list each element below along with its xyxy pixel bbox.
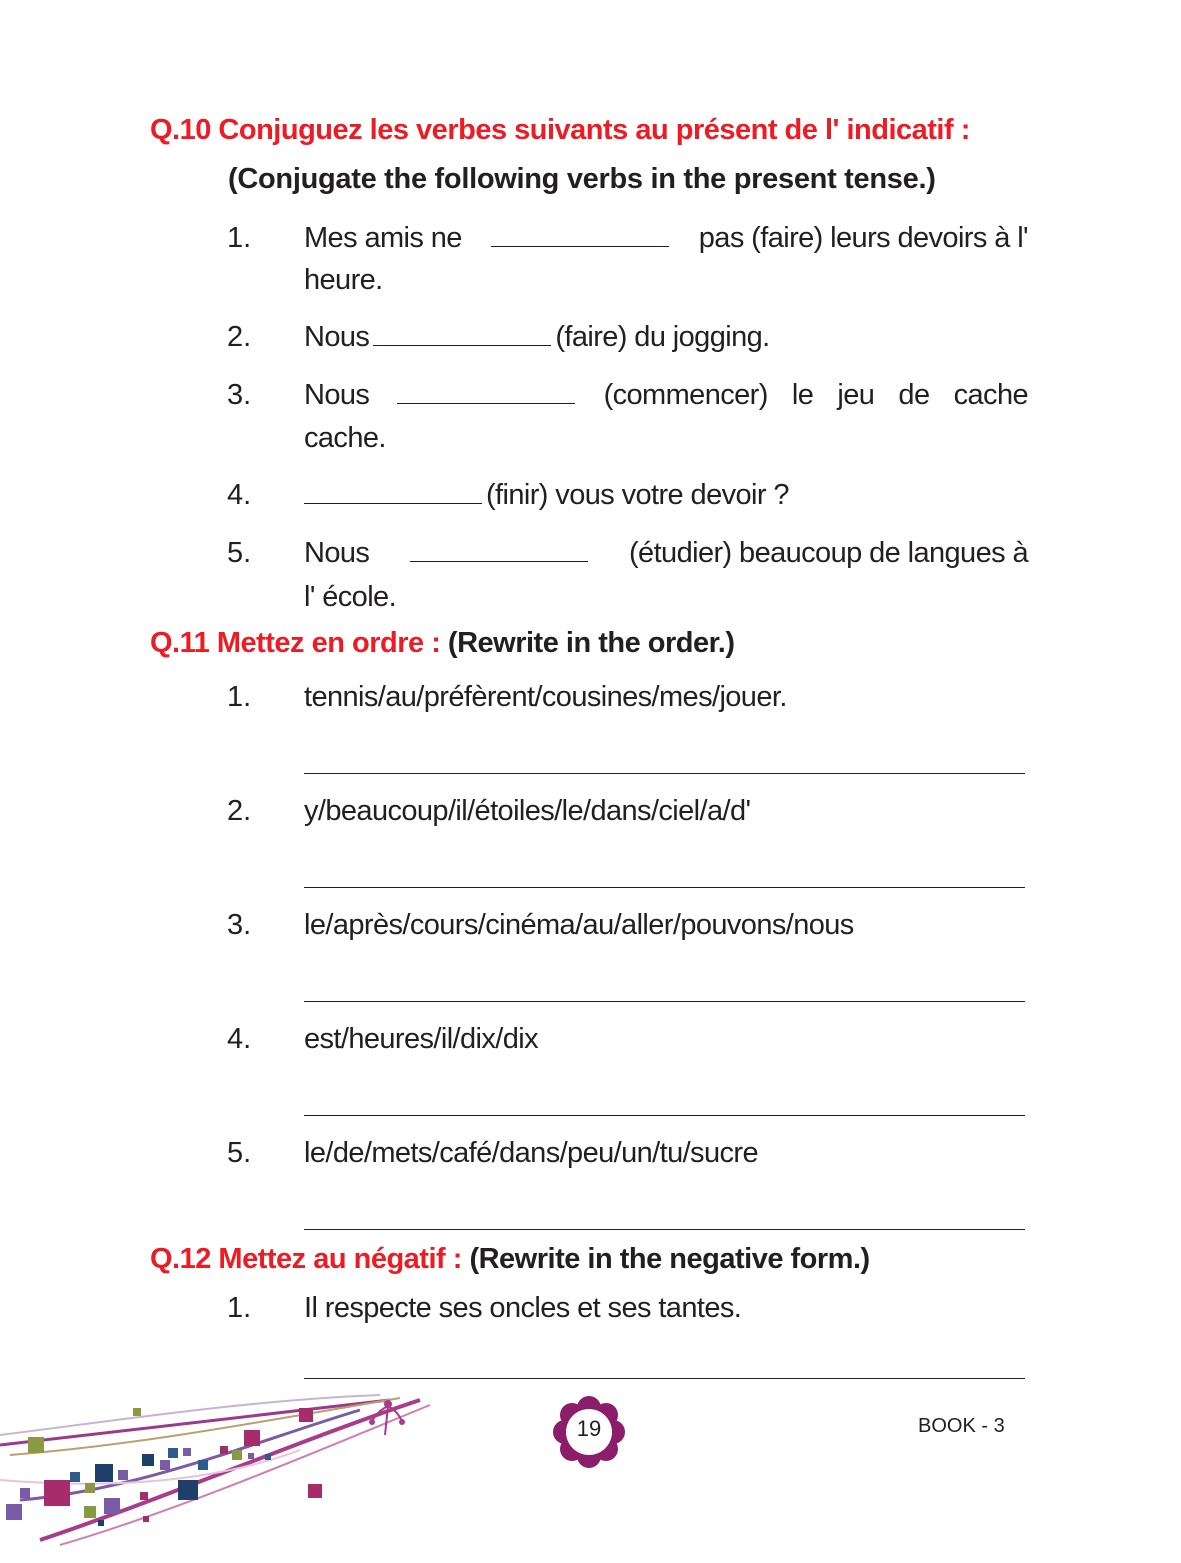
q12-item-1-number: 1. xyxy=(227,1292,252,1324)
q10-item-2-before: Nous xyxy=(304,321,370,353)
q10-item-3-continued: cache. xyxy=(304,422,386,454)
page-number-badge xyxy=(553,1396,625,1468)
q11-item-1-answer-line xyxy=(304,773,1025,774)
q11-item-5-text: le/de/mets/café/dans/peu/un/tu/sucre xyxy=(304,1137,758,1169)
q11-label: Q.11 Mettez en ordre : xyxy=(150,627,441,659)
q10-item-3-before: Nous xyxy=(304,379,370,411)
q10-item-1 xyxy=(304,222,1028,255)
q10-item-3-word-a: (commencer) xyxy=(603,379,768,411)
q11-item-2-number: 2. xyxy=(227,795,252,827)
q11-item-3-text: le/après/cours/cinéma/au/aller/pouvons/nous xyxy=(304,909,854,941)
q12-title xyxy=(150,1243,870,1276)
q11-item-4-answer-line xyxy=(304,1115,1025,1116)
book-label: BOOK - 3 xyxy=(918,1415,1005,1437)
q11-item-1-number: 1. xyxy=(227,681,252,713)
q11-item-3-number: 3. xyxy=(227,909,252,941)
q10-item-4-after: (finir) vous votre devoir ? xyxy=(486,479,789,511)
q12-item-1-answer-line xyxy=(304,1378,1025,1379)
q10-item-5-blank xyxy=(410,537,588,562)
q10-item-2 xyxy=(304,321,770,354)
q12-label: Q.12 Mettez au négatif : xyxy=(150,1243,462,1275)
q10-item-3-word-e: cache xyxy=(953,379,1028,411)
q10-subtitle: (Conjugate the following verbs in the present tense.) xyxy=(228,163,936,195)
q11-english: (Rewrite in the order.) xyxy=(447,627,735,659)
q10-item-3-word-c: jeu xyxy=(837,379,875,411)
q11-item-5-number: 5. xyxy=(227,1137,252,1169)
q10-item-4-number: 4. xyxy=(227,479,252,511)
q11-item-5-answer-line xyxy=(304,1229,1025,1230)
q10-item-5-number: 5. xyxy=(227,537,252,569)
q10-item-2-blank xyxy=(373,321,551,346)
q10-item-3 xyxy=(304,379,1028,412)
page-number: 19 xyxy=(576,1416,602,1441)
q11-item-2-text: y/beaucoup/il/étoiles/le/dans/ciel/a/d' xyxy=(304,795,751,827)
q10-title: Q.10 Conjuguez les verbes suivants au présent de l' indicatif : xyxy=(150,114,970,146)
q11-item-4-number: 4. xyxy=(227,1023,252,1055)
q11-item-3-answer-line xyxy=(304,1001,1025,1002)
q10-item-5 xyxy=(304,537,1028,570)
q10-item-5-continued: l' école. xyxy=(304,581,397,613)
q10-item-4 xyxy=(304,479,789,512)
q11-item-4-text: est/heures/il/dix/dix xyxy=(304,1023,539,1055)
q10-item-3-word-d: de xyxy=(898,379,930,411)
footer-decoration xyxy=(0,1380,440,1550)
q10-item-5-before: Nous xyxy=(304,537,370,569)
q12-english: (Rewrite in the negative form.) xyxy=(469,1243,870,1275)
q10-item-2-number: 2. xyxy=(227,321,252,353)
q11-item-1-text: tennis/au/préfèrent/cousines/mes/jouer. xyxy=(304,681,787,713)
q10-item-1-continued: heure. xyxy=(304,264,383,296)
q10-item-1-before: Mes amis ne xyxy=(304,222,462,254)
q10-item-3-number: 3. xyxy=(227,379,252,411)
q10-item-1-blank xyxy=(491,222,669,247)
q10-item-1-number: 1. xyxy=(227,222,252,254)
q10-item-4-blank xyxy=(304,479,482,504)
q11-item-2-answer-line xyxy=(304,887,1025,888)
q11-title xyxy=(150,627,735,660)
q10-item-2-after: (faire) du jogging. xyxy=(555,321,770,353)
q10-item-3-word-b: le xyxy=(791,379,814,411)
q10-item-1-after: pas (faire) leurs devoirs à l' xyxy=(698,222,1028,254)
q10-item-3-blank xyxy=(397,379,575,404)
q10-item-5-after: (étudier) beaucoup de langues à xyxy=(629,537,1028,569)
q12-item-1-text: Il respecte ses oncles et ses tantes. xyxy=(304,1292,742,1324)
